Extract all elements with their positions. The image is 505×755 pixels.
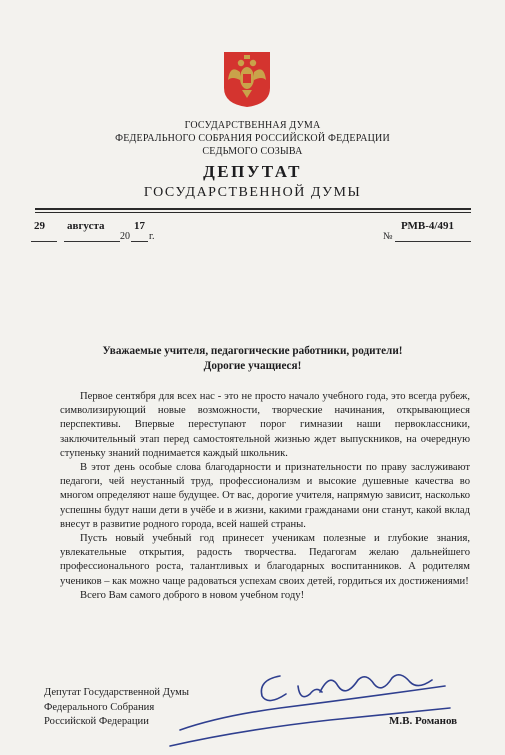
position-line-1: Депутат Государственной Думы	[44, 687, 189, 698]
date-month: августа	[67, 220, 105, 232]
position-line-2: Федерального Собрания	[44, 701, 155, 713]
organization-line-2: ФЕДЕРАЛЬНОГО СОБРАНИЯ РОССИЙСКОЙ ФЕДЕРАЦИИ	[115, 133, 390, 144]
greeting-line-2: Дорогие учащиеся!	[203, 360, 302, 372]
organization-line-1: ГОСУДАРСТВЕННАЯ ДУМА	[184, 120, 321, 131]
header-divider-thin	[35, 212, 471, 213]
date-day-underline	[31, 241, 57, 242]
organization-line-3: СЕДЬМОГО СОЗЫВА	[202, 146, 303, 157]
date-year-underline	[131, 241, 148, 242]
signatory-name: М.В. Романов	[389, 715, 458, 727]
greeting-line-1: Уважаемые учителя, педагогические работники, родители!	[102, 345, 403, 357]
letterhead-title: ДЕПУТАТ	[203, 162, 302, 181]
header-divider-thick	[35, 208, 471, 210]
date-year: 17	[134, 220, 145, 232]
document-number-sign: №	[383, 231, 393, 242]
date-month-underline	[64, 241, 120, 242]
letter-body	[60, 390, 470, 603]
paragraph-4: Всего Вам самого доброго в новом учебном году!	[80, 589, 305, 601]
position-line-3: Российской Федерации	[44, 716, 149, 727]
paragraph-1: Первое сентября для всех нас - это не просто начало учебного года, это всегда рубеж, символизирующий новые возможности, творческие начинания, открывающиеся перспективы. Впервые переступают порог гимназии наши первоклассники, заключительный этап перед самостоятельной жизнью ждет выпускников, на очередную ступеньку знаний поднимается каждый школьник.	[60, 391, 470, 459]
paragraph-3: Пусть новый учебный год принесет ученикам полезные и глубокие знания, увлекательные открытия, радость творчества. Педагогам желаю дальнейшего профессионального роста, талантливых и благодарных воспитанников. А родителям учеников – как можно чаще радоваться успехам своих детей, гордиться их достижениями!	[60, 533, 470, 587]
document-number: РМВ-4/491	[401, 220, 454, 232]
date-year-prefix: 20	[120, 231, 130, 242]
date-day: 29	[34, 220, 45, 232]
handwritten-signature	[160, 650, 460, 750]
document-number-underline	[395, 241, 471, 242]
letterhead-subtitle: ГОСУДАРСТВЕННОЙ ДУМЫ	[143, 185, 362, 200]
paragraph-2: В этот день особые слова благодарности и признательности по праву заслуживают педагоги, чей неустанный труд, профессионализм и высокие душевные качества во многом определяют наше будущее. От вас, дорогие учителя, напрямую зависит, насколько успешны будут наши дети в учёбе и в жизни, какими гражданами они станут, какой вклад внесут в развитие родного города, всей нашей страны.	[60, 462, 470, 530]
date-year-suffix: г.	[149, 231, 155, 242]
coat-of-arms-emblem	[222, 50, 272, 108]
